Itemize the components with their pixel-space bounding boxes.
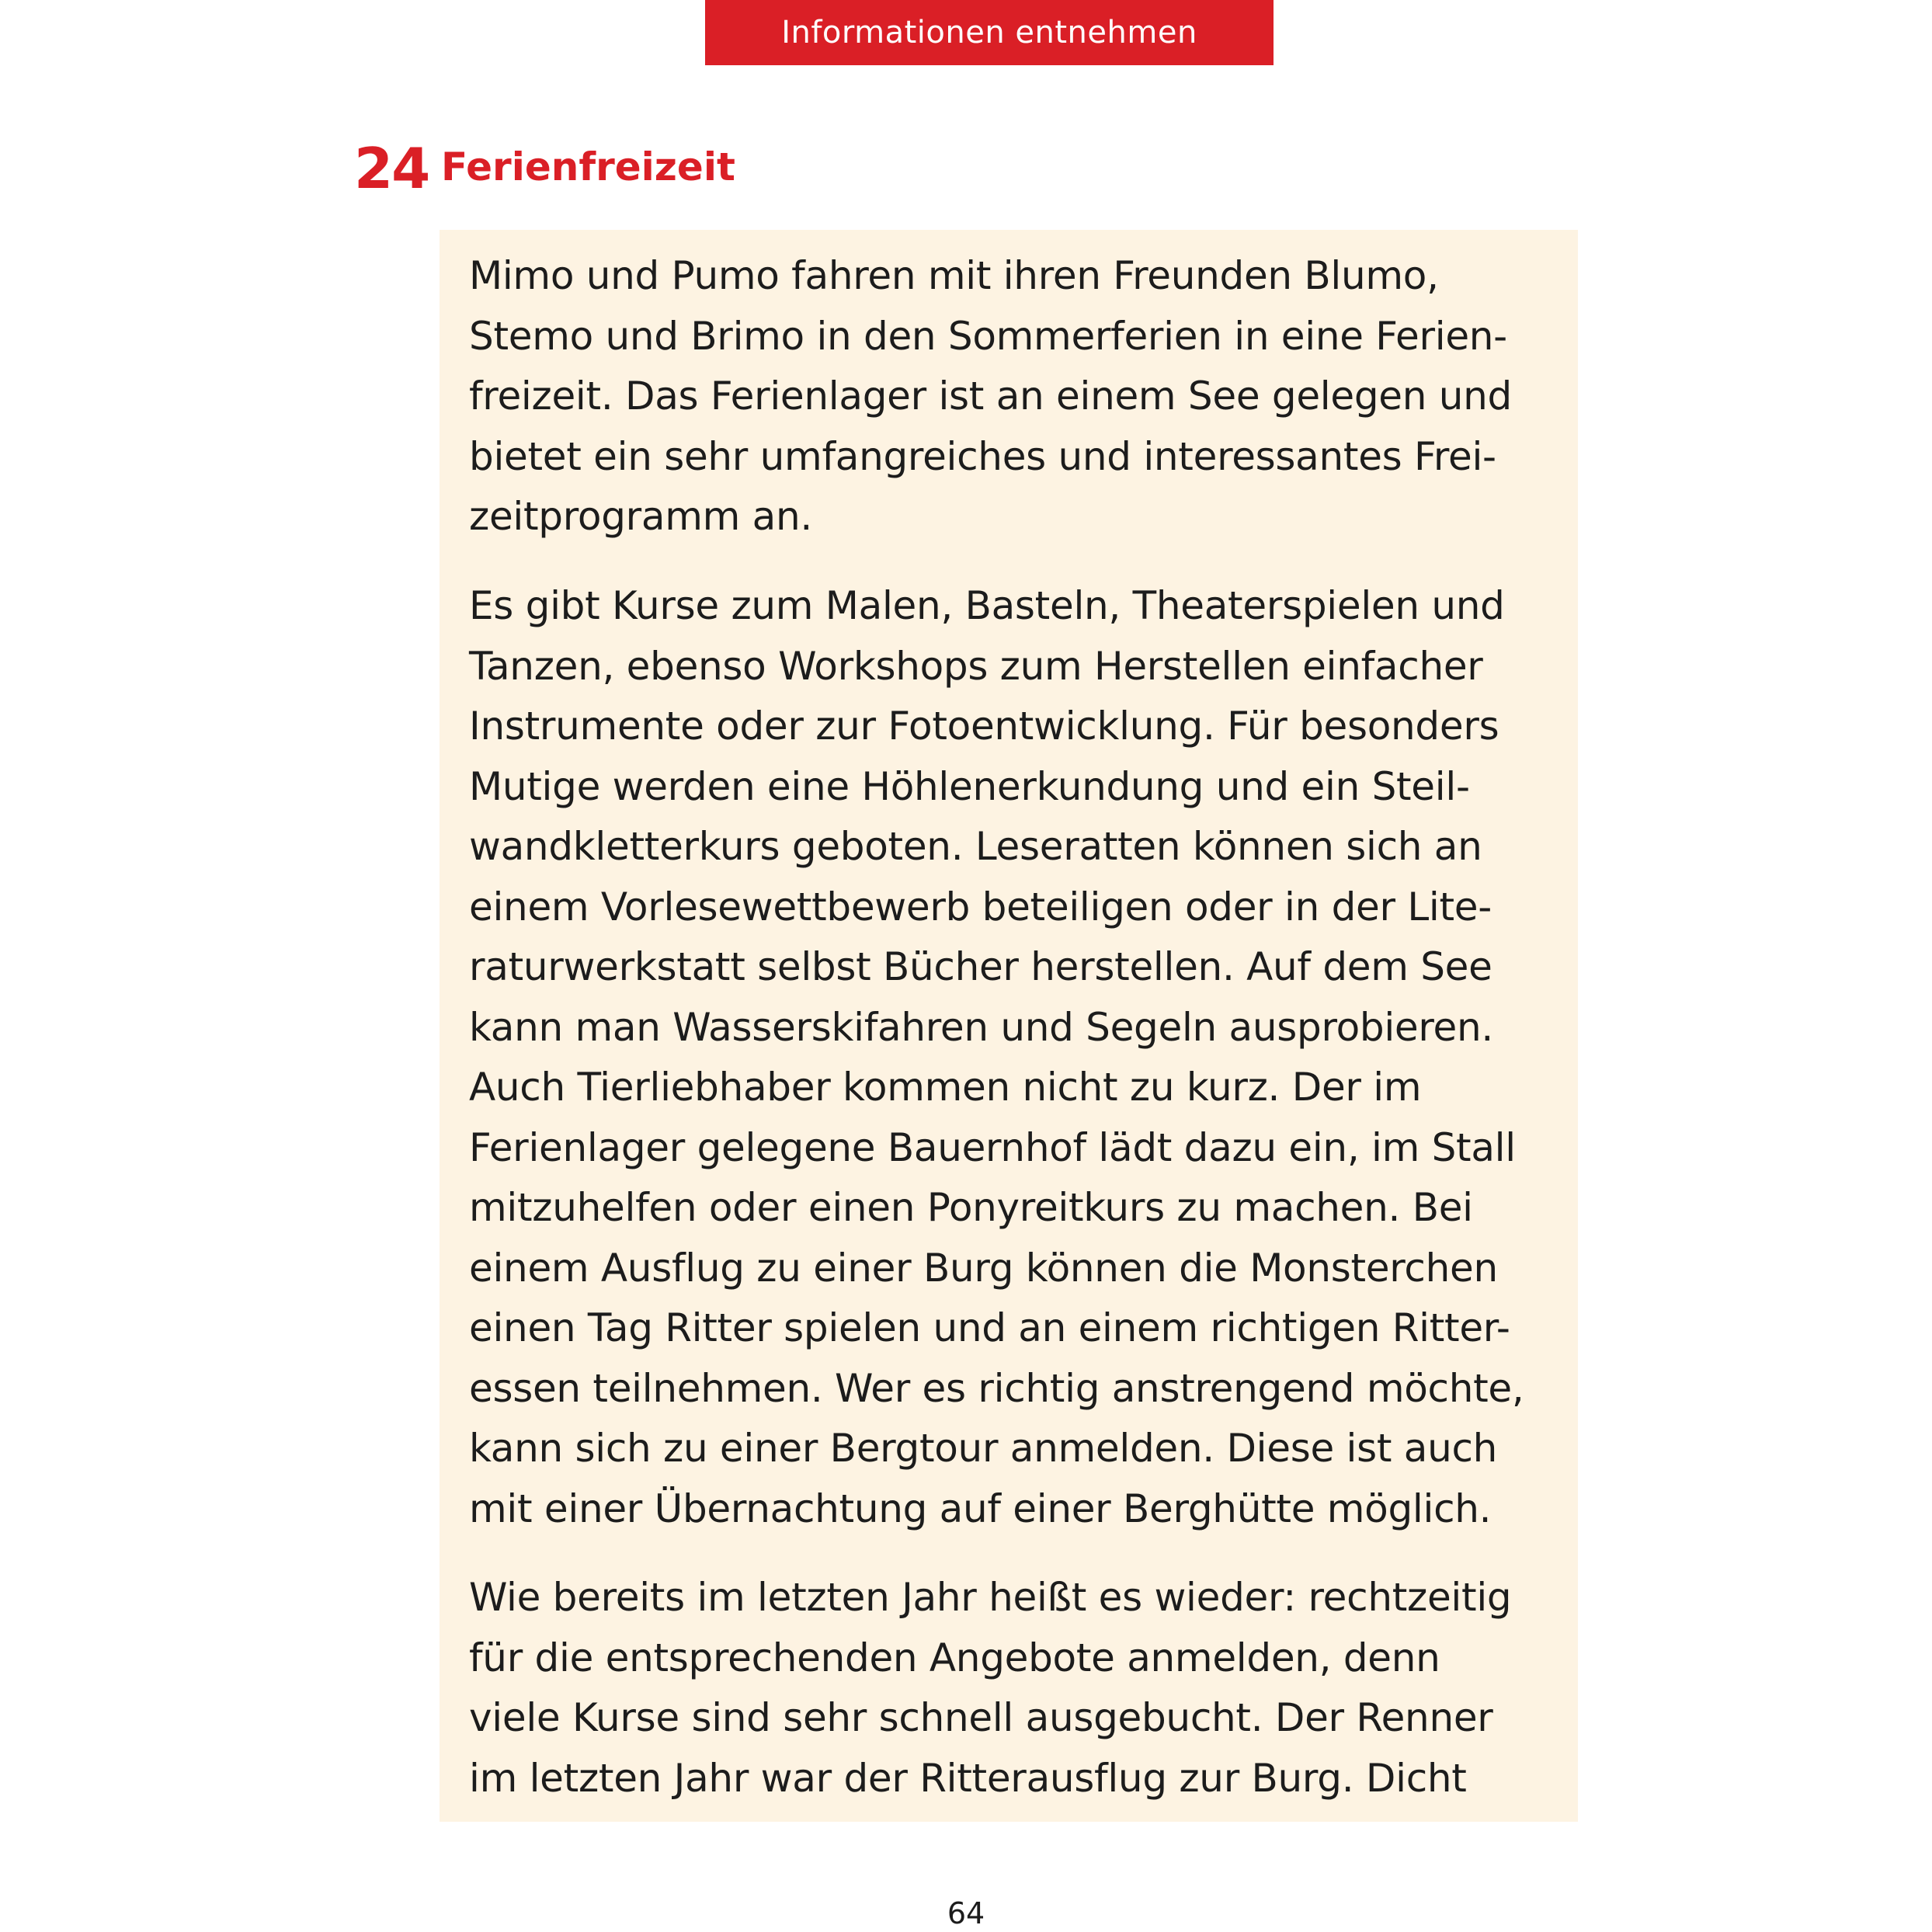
paragraph-1 [469,246,1512,547]
text-line: raturwerkstatt selbst Bücher herstellen. Auf dem See [469,944,1492,989]
task-number: 24 [354,136,429,201]
text-line: für die entsprechenden Angebote anmelden, denn [469,1635,1440,1680]
text-line: viele Kurse sind sehr schnell ausgebucht. Der Renner [469,1695,1493,1740]
text-line: essen teilnehmen. Wer es richtig anstrengend möchte, [469,1365,1524,1411]
paragraph-2 [469,576,1524,1539]
task-title: Ferienfreizeit [441,144,735,189]
text-line: einem Vorlesewettbewerb beteiligen oder in der Lite- [469,884,1492,930]
text-line: Ferienlager gelegene Bauernhof lädt dazu ein, im Stall [469,1124,1516,1170]
text-line: einem Ausflug zu einer Burg können die Monsterchen [469,1245,1498,1291]
text-line: im letzten Jahr war der Ritterausflug zur Burg. Dicht [469,1755,1467,1801]
text-line: Mutige werden eine Höhlenerkundung und ein Steil- [469,763,1470,809]
paragraph-3 [469,1568,1511,1809]
text-line: Es gibt Kurse zum Malen, Basteln, Theaterspielen und [469,583,1505,628]
text-line: Wie bereits im letzten Jahr heißt es wieder: rechtzeitig [469,1575,1512,1620]
text-line: wandkletterkurs geboten. Leseratten können sich an [469,824,1482,869]
text-line: kann sich zu einer Bergtour anmelden. Diese ist auch [469,1426,1498,1471]
text-line: mitzuhelfen oder einen Ponyreitkurs zu machen. Bei [469,1185,1473,1230]
text-line: bietet ein sehr umfangreiches und interessantes Frei- [469,433,1496,479]
page-number: 64 [947,1896,985,1930]
text-line: Auch Tierliebhaber kommen nicht zu kurz. Der im [469,1065,1422,1110]
text-line: einen Tag Ritter spielen und an einem richtigen Ritter- [469,1305,1510,1350]
text-line: freizeit. Das Ferienlager ist an einem See gelegen und [469,374,1512,419]
text-line: Instrumente oder zur Fotoentwicklung. Für besonders [469,704,1499,749]
section-header-tab: Informationen entnehmen [705,0,1274,65]
text-line: kann man Wasserskifahren und Segeln ausprobieren. [469,1004,1493,1050]
text-line: mit einer Übernachtung auf einer Berghütte möglich. [469,1485,1492,1531]
text-line: Stemo und Brimo in den Sommerferien in eine Ferien- [469,313,1507,359]
text-line: Tanzen, ebenso Workshops zum Herstellen einfacher [469,643,1483,689]
text-line: Mimo und Pumo fahren mit ihren Freunden Blumo, [469,253,1439,298]
text-line: zeitprogramm an. [469,494,812,539]
